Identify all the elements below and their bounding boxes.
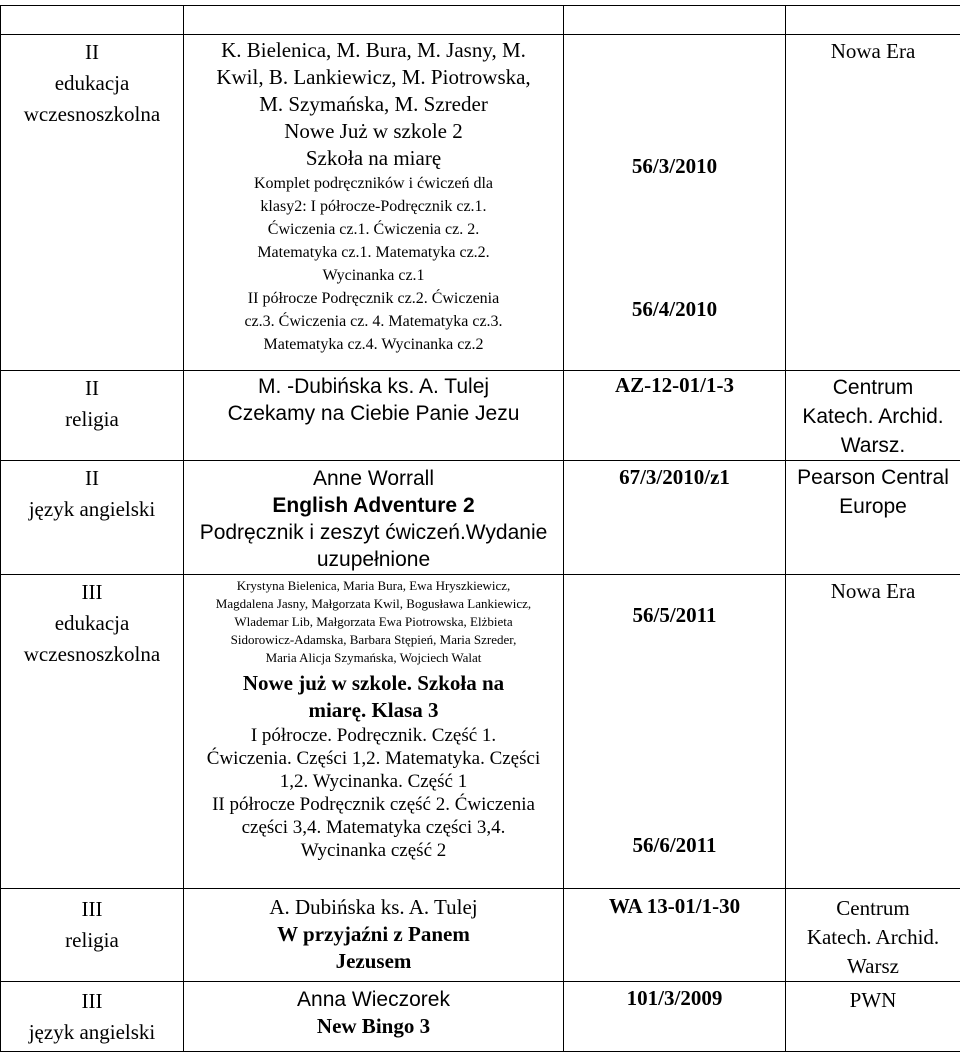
class-cell [1, 575, 184, 889]
publisher-line: PWN [788, 986, 958, 1015]
header-cell [786, 6, 960, 35]
class-label: II [3, 37, 181, 68]
class-cell [1, 35, 184, 371]
table-row [1, 982, 960, 1052]
table-row [1, 575, 960, 889]
book-cell [184, 35, 564, 371]
book-title: New Bingo 3 [186, 1013, 561, 1040]
detail-line: I półrocze. Podręcznik. Część 1. [186, 724, 561, 747]
approval-code: 56/6/2011 [566, 833, 783, 858]
header-row [1, 6, 960, 35]
author-line: Anne Worrall [186, 465, 561, 492]
class-label: II [3, 373, 181, 404]
detail-line: cz.3. Ćwiczenia cz. 4. Matematyka cz.3. [186, 310, 561, 333]
publisher-line: Pearson Central [788, 463, 958, 492]
book-cell [184, 982, 564, 1052]
author-line: Krystyna Bielenica, Maria Bura, Ewa Hryszkiewicz, [186, 577, 561, 595]
code-cell [564, 35, 786, 371]
approval-code: 56/4/2010 [566, 297, 783, 322]
class-label: III [3, 894, 181, 925]
author-line: Wlademar Lib, Małgorzata Ewa Piotrowska, Elżbieta [186, 613, 561, 631]
publisher-line: Europe [788, 492, 958, 521]
publisher-cell [786, 889, 960, 982]
class-cell [1, 982, 184, 1052]
publisher-line: Warsz [788, 952, 958, 981]
detail-line: Ćwiczenia. Części 1,2. Matematyka. Części [186, 747, 561, 770]
author-line: Kwil, B. Lankiewicz, M. Piotrowska, [186, 64, 561, 91]
detail-line: Ćwiczenia cz.1. Ćwiczenia cz. 2. [186, 218, 561, 241]
header-cell [564, 6, 786, 35]
author-line: Magdalena Jasny, Małgorzata Kwil, Bogusława Lankiewicz, [186, 595, 561, 613]
approval-code: 56/5/2011 [566, 603, 783, 628]
class-label: III [3, 986, 181, 1017]
author-line: M. Szymańska, M. Szreder [186, 91, 561, 118]
book-title: Nowe Już w szkole 2 [186, 118, 561, 145]
class-cell [1, 889, 184, 982]
publisher-line: Nowa Era [788, 577, 958, 606]
class-label: język angielski [3, 494, 181, 525]
book-title: Jezusem [186, 948, 561, 975]
class-label: wczesnoszkolna [3, 639, 181, 670]
class-label: język angielski [3, 1017, 181, 1048]
book-title: miarę. Klasa 3 [186, 697, 561, 724]
detail-line: uzupełnione [186, 546, 561, 573]
publisher-line: Nowa Era [788, 37, 958, 66]
table-row [1, 35, 960, 371]
author-line: Anna Wieczorek [186, 986, 561, 1013]
class-label: II [3, 463, 181, 494]
publisher-line: Warsz. [788, 431, 958, 460]
code-cell [564, 461, 786, 575]
author-line: M. -Dubińska ks. A. Tulej [186, 373, 561, 400]
code-cell [564, 889, 786, 982]
class-label: religia [3, 404, 181, 435]
publisher-line: Centrum [788, 894, 958, 923]
approval-code: WA 13-01/1-30 [566, 894, 783, 919]
approval-code: 56/3/2010 [566, 154, 783, 179]
header-cell [184, 6, 564, 35]
textbook-table [0, 5, 960, 1052]
class-cell [1, 461, 184, 575]
detail-line: części 3,4. Matematyka części 3,4. [186, 816, 561, 839]
publisher-cell [786, 461, 960, 575]
publisher-cell [786, 575, 960, 889]
book-title: Czekamy na Ciebie Panie Jezu [186, 400, 561, 427]
detail-line: Komplet podręczników i ćwiczeń dla [186, 172, 561, 195]
class-label: III [3, 577, 181, 608]
book-cell [184, 575, 564, 889]
class-label: wczesnoszkolna [3, 99, 181, 130]
detail-line: Wycinanka część 2 [186, 839, 561, 862]
class-label: religia [3, 925, 181, 956]
code-cell [564, 982, 786, 1052]
detail-line: klasy2: I półrocze-Podręcznik cz.1. [186, 195, 561, 218]
publisher-cell [786, 35, 960, 371]
code-cell [564, 575, 786, 889]
publisher-cell [786, 371, 960, 461]
book-title: English Adventure 2 [186, 492, 561, 519]
publisher-cell [786, 982, 960, 1052]
author-line: K. Bielenica, M. Bura, M. Jasny, M. [186, 37, 561, 64]
book-cell [184, 371, 564, 461]
approval-code: 101/3/2009 [566, 986, 783, 1011]
approval-code: 67/3/2010/z1 [566, 465, 783, 490]
detail-line: 1,2. Wycinanka. Część 1 [186, 770, 561, 793]
book-title: Szkoła na miarę [186, 145, 561, 172]
book-title: Nowe już w szkole. Szkoła na [186, 670, 561, 697]
book-title: W przyjaźni z Panem [186, 921, 561, 948]
table-row [1, 371, 960, 461]
detail-line: Matematyka cz.1. Matematyka cz.2. [186, 241, 561, 264]
author-line: Sidorowicz-Adamska, Barbara Stępień, Maria Szreder, [186, 631, 561, 649]
publisher-line: Centrum [788, 373, 958, 402]
detail-line: Matematyka cz.4. Wycinanka cz.2 [186, 333, 561, 356]
book-cell [184, 461, 564, 575]
author-line: A. Dubińska ks. A. Tulej [186, 894, 561, 921]
class-cell [1, 371, 184, 461]
class-label: edukacja [3, 68, 181, 99]
detail-line: Wycinanka cz.1 [186, 264, 561, 287]
author-line: Maria Alicja Szymańska, Wojciech Walat [186, 649, 561, 667]
detail-line: II półrocze Podręcznik część 2. Ćwiczenia [186, 793, 561, 816]
detail-line: II półrocze Podręcznik cz.2. Ćwiczenia [186, 287, 561, 310]
table-row [1, 461, 960, 575]
detail-line: Podręcznik i zeszyt ćwiczeń.Wydanie [186, 519, 561, 546]
code-cell [564, 371, 786, 461]
header-cell [1, 6, 184, 35]
table-row [1, 889, 960, 982]
publisher-line: Katech. Archid. [788, 402, 958, 431]
publisher-line: Katech. Archid. [788, 923, 958, 952]
approval-code: AZ-12-01/1-3 [566, 373, 783, 398]
class-label: edukacja [3, 608, 181, 639]
book-cell [184, 889, 564, 982]
